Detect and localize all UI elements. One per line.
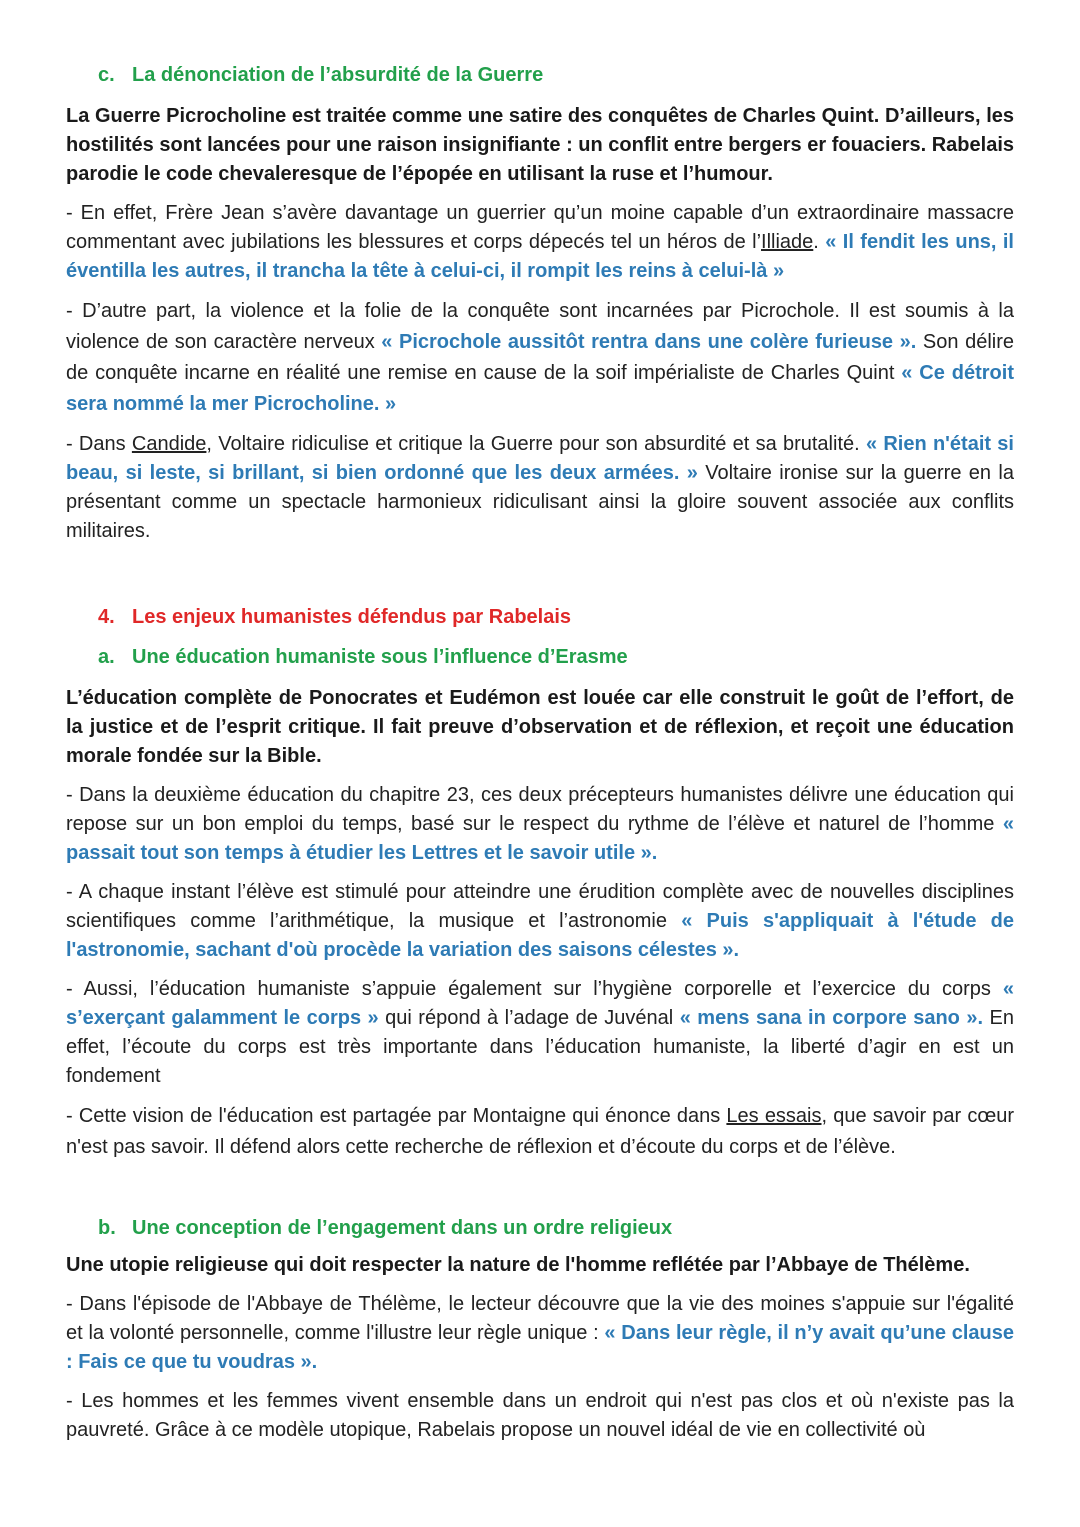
- work-title: Illiade: [761, 231, 814, 253]
- heading-c: [98, 62, 1014, 88]
- section-b-paragraph-1: [66, 1290, 1014, 1377]
- text: qui répond à l’adage de Juvénal: [378, 1007, 680, 1029]
- heading-a: [98, 644, 1014, 670]
- text: - A chaque instant l’élève est stimulé pour atteindre une érudition complète avec de nouvelles disciplines scientifiques comme l’arithmétique, la musique et l’astronomie: [66, 881, 1014, 932]
- section-b-intro: Une utopie religieuse qui doit respecter la nature de l'homme reflétée par l’Abbaye de Thélème.: [66, 1254, 970, 1276]
- text: - Cette vision de l'éducation est partagée par Montaigne qui énonce dans: [66, 1105, 727, 1127]
- quote: « Dans leur règle, il n’y avait qu’une clause : Fais ce que tu voudras ».: [66, 1322, 1014, 1373]
- heading-4: [98, 604, 1014, 630]
- section-c-paragraph-1: [66, 199, 1014, 286]
- text: .: [813, 231, 826, 253]
- text: - Dans l'épisode de l'Abbaye de Thélème, le lecteur découvre que la vie des moines s'appuie sur l'égalité et la volonté personnelle, comme l'illustre leur règle unique :: [66, 1293, 1014, 1344]
- heading-4-title: Les enjeux humanistes défendus par Rabelais: [132, 606, 572, 628]
- section-a-intro: L’éducation complète de Ponocrates et Eudémon est louée car elle construit le goût de l’effort, de la justice et de l’esprit critique. Il fait preuve d’observation et de réflexion, et reçoit une éducation morale fondée sur la Bible.: [66, 687, 1014, 767]
- heading-b-number: b.: [98, 1217, 116, 1239]
- work-title: Les essais: [726, 1105, 822, 1127]
- heading-c-number: c.: [98, 64, 115, 86]
- section-a-paragraph-2: [66, 878, 1014, 965]
- section-c-intro: La Guerre Picrocholine est traitée comme une satire des conquêtes de Charles Quint. D’ailleurs, les hostilités sont lancées pour une raison insignifiante : un conflit entre bergers er fouaciers. Rabelais parodie le code chevaleresque de l’épopée en utilisant la ruse et l’humour.: [66, 105, 1014, 185]
- text: - Dans: [66, 433, 132, 455]
- section-a-paragraph-4: [66, 1101, 1014, 1163]
- quote: « mens sana in corpore sano ».: [679, 1007, 984, 1029]
- text: Son délire de conquête incarne en réalité une remise en cause de la soif impérialiste de Charles Quint: [66, 331, 1014, 384]
- quote: « Rien n'était si beau, si leste, si brillant, si bien ordonné que les deux armées. »: [66, 433, 1014, 484]
- text: - En effet, Frère Jean s’avère davantage un guerrier qu’un moine capable d’un extraordinaire massacre commentant avec jubilations les blessures et corps dépecés tel un héros de l’: [66, 202, 1014, 253]
- quote: « Puis s'appliquait à l'étude de l'astronomie, sachant d'où procède la variation des saisons célestes ».: [66, 910, 1014, 961]
- work-title: Candide: [131, 433, 207, 455]
- heading-a-number: a.: [98, 646, 115, 668]
- heading-b-title: Une conception de l’engagement dans un ordre religieux: [132, 1217, 673, 1239]
- text: - D’autre part, la violence et la folie de la conquête sont incarnées par Picrochole. Il est soumis à la violence de son caractère nerveux: [66, 300, 1014, 353]
- section-c-paragraph-2: [66, 296, 1014, 420]
- heading-4-number: 4.: [98, 606, 115, 628]
- text: - Dans la deuxième éducation du chapitre 23, ces deux précepteurs humanistes délivre une éducation qui repose sur un bon emploi du temps, basé sur le respect du rythme de l’élève et naturel de l’homme: [66, 784, 1014, 835]
- text: - Aussi, l’éducation humaniste s’appuie également sur l’hygiène corporelle et l’exercice du corps: [66, 978, 1003, 1000]
- text: Voltaire ironise sur la guerre en la présentant comme un spectacle harmonieux ridiculisant ainsi la gloire souvent associée aux conflits militaires.: [66, 462, 1014, 542]
- text: , que savoir par cœur n'est pas savoir. Il défend alors cette recherche de réflexion et d’écoute du corps et de l’élève.: [66, 1105, 1015, 1158]
- heading-c-title: La dénonciation de l’absurdité de la Guerre: [132, 64, 544, 86]
- document-page: [66, 62, 1014, 1445]
- quote: « s’exerçant galamment le corps »: [66, 978, 1014, 1029]
- section-c-paragraph-3: [66, 430, 1014, 546]
- quote: « Ce détroit sera nommé la mer Picrocholine. »: [66, 362, 1014, 415]
- text: - Les hommes et les femmes vivent ensemble dans un endroit qui n'est pas clos et où n'existe pas la pauvreté. Grâce à ce modèle utopique, Rabelais propose un nouvel idéal de vie en collectivité où: [66, 1390, 1014, 1441]
- quote: « Il fendit les uns, il éventilla les autres, il trancha la tête à celui-ci, il rompit les reins à celui-là »: [66, 231, 1014, 282]
- quote: « Picrochole aussitôt rentra dans une colère furieuse ».: [381, 331, 917, 353]
- quote: « passait tout son temps à étudier les Lettres et le savoir utile ».: [66, 813, 1014, 864]
- text: , Voltaire ridiculise et critique la Guerre pour son absurdité et sa brutalité.: [206, 433, 866, 455]
- heading-a-title: Une éducation humaniste sous l’influence d’Erasme: [132, 646, 628, 668]
- section-a-paragraph-3: [66, 975, 1014, 1091]
- section-a-paragraph-1: [66, 781, 1014, 868]
- heading-b: [98, 1215, 1014, 1241]
- text: En effet, l’écoute du corps est très importante dans l’éducation humaniste, la liberté d’agir en est un fondement: [66, 1007, 1014, 1087]
- section-b-paragraph-2: [66, 1387, 1014, 1445]
